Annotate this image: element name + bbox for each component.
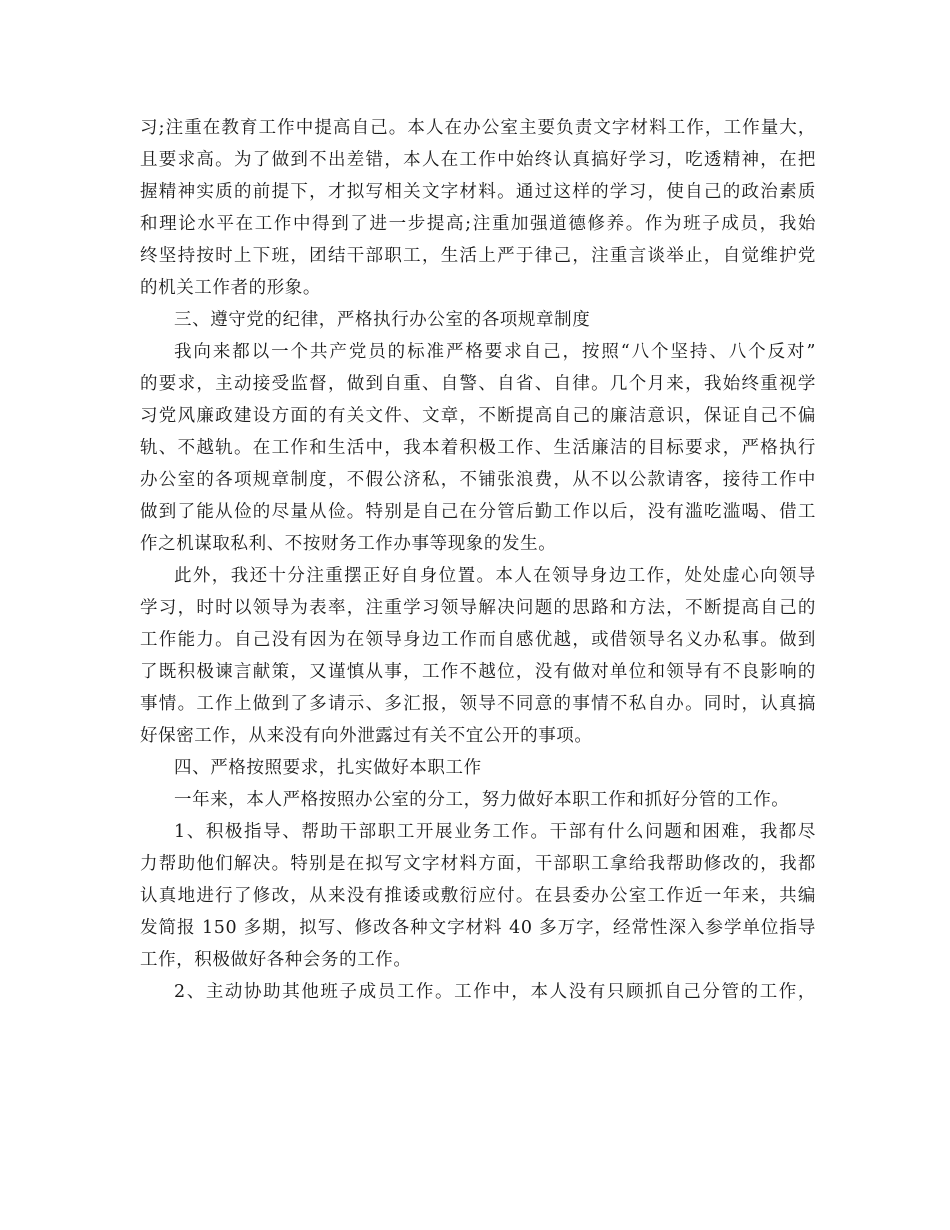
text-line: 发简报 150 多期，拟写、修改各种文字材料 40 多万字，经常性深入参学单位指导 <box>140 918 816 938</box>
text-line: 了既积极谏言献策，又谨慎从事，工作不越位，没有做对单位和领导有不良影响的 <box>140 662 816 682</box>
text-line: 的要求，主动接受监督，做到自重、自警、自省、自律。几个月来，我始终重视学 <box>140 374 816 394</box>
text-line: 习党风廉政建设方面的有关文件、文章，不断提高自己的廉洁意识，保证自己不偏 <box>140 406 816 426</box>
text-line: 习;注重在教育工作中提高自己。本人在办公室主要负责文字材料工作，工作量大， <box>140 118 816 138</box>
text-line: 做到了能从俭的尽量从俭。特别是自己在分管后勤工作以后，没有滥吃滥喝、借工 <box>140 502 816 522</box>
text-line: 三、遵守党的纪律，严格执行办公室的各项规章制度 <box>174 310 591 330</box>
text-line: 1、积极指导、帮助干部职工开展业务工作。干部有什么问题和困难，我都尽 <box>174 822 816 842</box>
text-line: 轨、不越轨。在工作和生活中，我本着积极工作、生活廉洁的目标要求，严格执行 <box>140 438 816 458</box>
document-body <box>140 112 816 1008</box>
text-line: 好保密工作，从来没有向外泄露过有关不宜公开的事项。 <box>140 726 593 746</box>
text-line: 四、严格按照要求，扎实做好本职工作 <box>174 758 482 778</box>
text-line: 事情。工作上做到了多请示、多汇报，领导不同意的事情不私自办。同时，认真搞 <box>140 694 816 714</box>
text-line: 一年来，本人严格按照办公室的分工，努力做好本职工作和抓好分管的工作。 <box>174 790 790 810</box>
text-line: 终坚持按时上下班，团结干部职工，生活上严于律己，注重言谈举止，自觉维护党 <box>140 246 816 266</box>
text-line: 和理论水平在工作中得到了进一步提高;注重加强道德修养。作为班子成员，我始 <box>140 214 816 234</box>
text-line: 认真地进行了修改，从来没有推诿或敷衍应付。在县委办公室工作近一年来，共编 <box>140 886 816 906</box>
text-line: 办公室的各项规章制度，不假公济私，不铺张浪费，从不以公款请客，接待工作中 <box>140 470 816 490</box>
text-line: 工作能力。自己没有因为在领导身边工作而自感优越，或借领导名义办私事。做到 <box>140 630 816 650</box>
text-line: 握精神实质的前提下，才拟写相关文字材料。通过这样的学习，使自己的政治素质 <box>140 182 816 202</box>
text-line: 学习，时时以领导为表率，注重学习领导解决问题的思路和方法，不断提高自己的 <box>140 598 816 618</box>
text-line: 此外，我还十分注重摆正好自身位置。本人在领导身边工作，处处虚心向领导 <box>174 566 816 586</box>
text-line: 2、主动协助其他班子成员工作。工作中，本人没有只顾抓自己分管的工作， <box>174 982 816 1002</box>
text-line: 我向来都以一个共产党员的标准严格要求自己，按照“八个坚持、八个反对” <box>174 342 816 362</box>
text-line: 工作，积极做好各种会务的工作。 <box>140 950 412 970</box>
text-line: 且要求高。为了做到不出差错，本人在工作中始终认真搞好学习，吃透精神，在把 <box>140 150 816 170</box>
text-line: 的机关工作者的形象。 <box>140 278 321 298</box>
text-line: 作之机谋取私利、不按财务工作办事等现象的发生。 <box>140 534 557 554</box>
text-line: 力帮助他们解决。特别是在拟写文字材料方面，干部职工拿给我帮助修改的，我都 <box>140 854 816 874</box>
